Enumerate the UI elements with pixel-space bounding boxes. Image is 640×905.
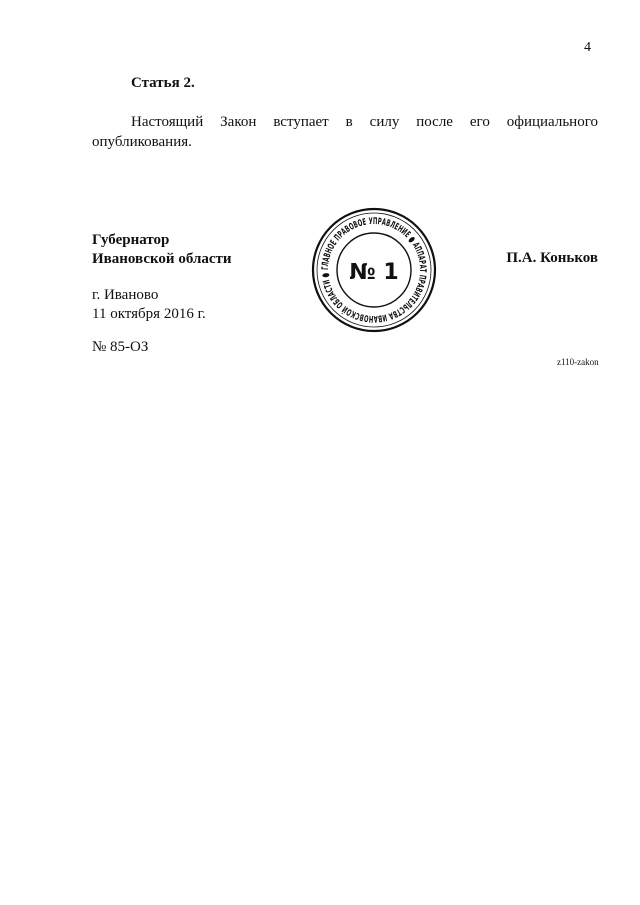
- place-and-date: [92, 286, 206, 324]
- article-paragraph: [92, 112, 598, 152]
- official-seal: [311, 207, 437, 333]
- date: 11 октября 2016 г.: [92, 306, 206, 322]
- article-title: Статья 2.: [131, 75, 195, 91]
- paragraph-line-1: [92, 112, 598, 132]
- paragraph-word: вступает: [273, 114, 329, 130]
- position-line-2: Ивановской области: [92, 251, 232, 267]
- position-line-1: Губернатор: [92, 232, 170, 248]
- law-number: № 85-ОЗ: [92, 339, 149, 355]
- paragraph-word: Закон: [220, 114, 257, 130]
- paragraph-word: после: [416, 114, 453, 130]
- paragraph-word: его: [469, 114, 490, 130]
- page-number: 4: [584, 40, 591, 55]
- paragraph-word: в: [345, 114, 353, 130]
- paragraph-word: силу: [369, 114, 400, 130]
- paragraph-word: официального: [506, 114, 598, 130]
- seal-ring-text: ГЛАВНОЕ ПРАВОВОЕ УПРАВЛЕНИЕ ● АППАРАТ ПРАВИТЕЛЬСТВА ИВАНОВСКОЙ ОБЛАСТИ ●: [319, 215, 429, 325]
- city: г. Иваново: [92, 287, 159, 303]
- signatory-position: [92, 231, 232, 269]
- paragraph-word: Настоящий: [131, 114, 204, 130]
- file-reference: z110-zakon: [557, 357, 599, 367]
- paragraph-line-2: опубликования.: [92, 134, 192, 150]
- seal-center-text: № 1: [349, 260, 399, 285]
- signatory-name: П.А. Коньков: [506, 250, 598, 266]
